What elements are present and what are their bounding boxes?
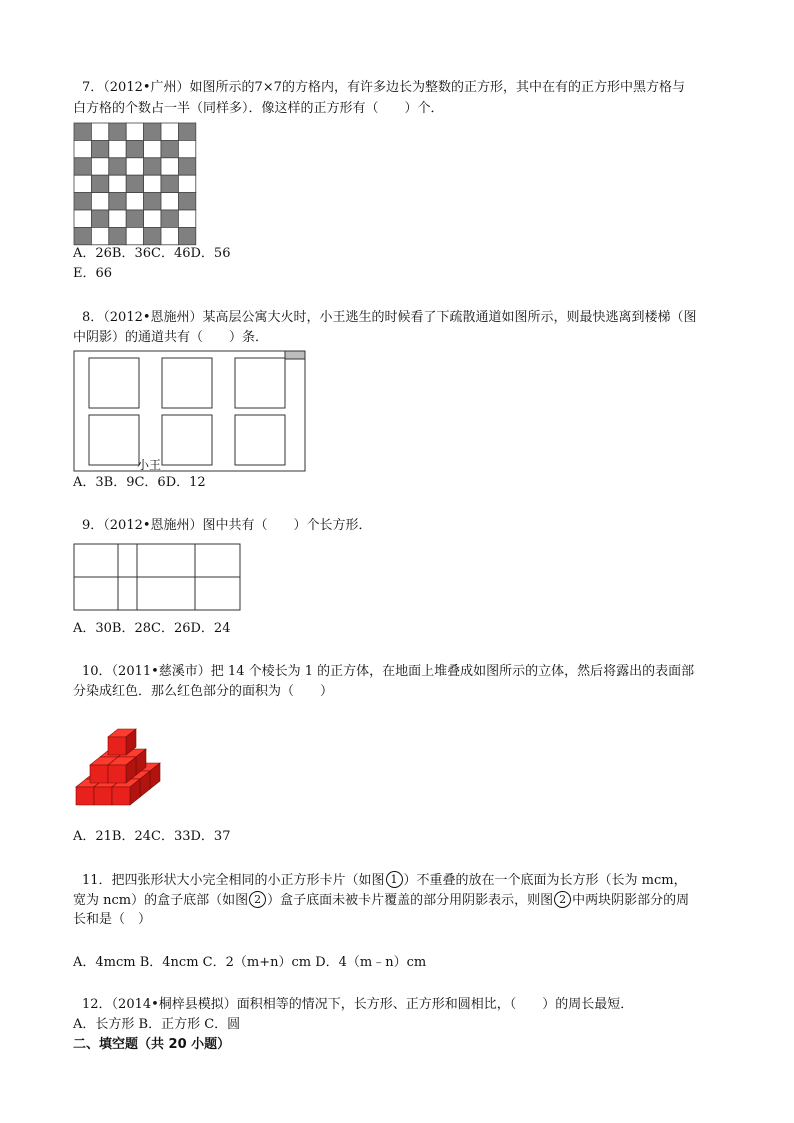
q7-grid-cell [126,175,143,192]
q7-grid-cell [109,158,126,175]
q7-grid-cell [161,227,178,244]
q7-options: A．26B．36C．46D．56 [73,246,231,261]
q11-circled-number: 2 [249,891,266,908]
q7-text-line1: 7．（2012•广州）如图所示的7×7的方格内，有许多边长为整数的正方形，其中在有的正方形中黑方格与 [82,80,685,95]
q10-options: A．21B．24C．33D．37 [73,829,231,844]
q7-grid-cell [91,158,108,175]
q10-text-line2: 分染成红色．那么红色部分的面积为（ ） [73,684,334,699]
q7-grid-cell [109,140,126,157]
q7-grid-cell [74,123,91,140]
q7-grid-cell [109,193,126,210]
q9-text: 9．（2012•恩施州）图中共有（ ）个长方形． [82,518,372,533]
q7-grid-cell [74,227,91,244]
q7-grid-cell [161,193,178,210]
q11-line2-part-a: 宽为 ncm）的盒子底部（如图 [73,893,249,908]
q12-options: A．长方形 B．正方形 C．圆 [73,1017,241,1032]
q8-room [162,415,212,465]
q7-grid-cell [144,193,161,210]
q8-text-line1: 8．（2012•恩施州）某高层公寓大火时，小王逃生的时候看了下疏散通道如图所示，则最快逃离到楼梯（图 [82,310,697,325]
q7-grid-cell [109,123,126,140]
q8-room [162,358,212,408]
q7-grid-cell [126,140,143,157]
q11-line2-part-b: ）盒子底面未被卡片覆盖的部分用阴影表示，则图 [267,893,554,908]
q8-person-label: 小王 [137,458,162,472]
q7-grid-cell [91,123,108,140]
q7-grid-cell [161,175,178,192]
q7-grid-cell [144,140,161,157]
q7-grid-cell [109,210,126,227]
q7-grid-cell [109,227,126,244]
q9-options: A．30B．28C．26D．24 [73,621,231,636]
q7-grid-cell [178,175,195,192]
q11-line1-part-a: 11．把四张形状大小完全相同的小正方形卡片（如图 [82,873,385,888]
q11-options: A．4mcm B．4ncm C．2（m+n）cm D．4（m﹣n）cm [73,955,427,970]
q7-grid-cell [178,140,195,157]
q11-text-line3: 长和是（ ） [73,912,152,927]
q8-text-line2: 中阴影）的通道共有（ ）条． [73,330,269,345]
q7-grid-cell [91,227,108,244]
q7-grid-cell [126,227,143,244]
q7-grid-cell [144,210,161,227]
q7-grid-cell [178,123,195,140]
q8-options: A．3B．9C．6D．12 [73,475,206,490]
q8-room [89,358,139,408]
q7-grid-cell [74,140,91,157]
q7-grid-cell [178,227,195,244]
q8-stairs-shaded [285,351,305,359]
q7-grid-cell [109,175,126,192]
q7-grid-cell [178,193,195,210]
q7-grid-cell [74,175,91,192]
q7-grid-cell [178,210,195,227]
q7-text-line2: 白方格的个数占一半（同样多）．像这样的正方形有（ ）个． [73,101,444,116]
q7-grid-cell [91,175,108,192]
q7-grid-cell [74,158,91,175]
q8-room [235,358,285,408]
q11-text-line2 [73,891,689,910]
q7-grid-cell [144,123,161,140]
q8-room [235,415,285,465]
q12-text: 12．（2014•桐梓县模拟）面积相等的情况下，长方形、正方形和圆相比，（ ）的周长最短． [82,997,634,1012]
section-heading: 二、填空题（共 20 小题） [73,1037,231,1052]
q11-line2-part-c: 中两块阴影部分的周 [572,893,690,908]
q7-grid-cell [144,227,161,244]
q7-grid-cell [161,123,178,140]
q7-grid-cell [126,123,143,140]
q7-grid-cell [74,210,91,227]
q7-grid-cell [161,210,178,227]
q7-grid-cell [91,210,108,227]
q7-grid-cell [126,210,143,227]
q7-options-e: E．66 [73,266,113,281]
q8-room [89,415,139,465]
q11-circled-number: 2 [554,891,571,908]
q10-red-cube-stack-figure [72,705,190,823]
q7-grid-cell [144,175,161,192]
q7-grid-cell [74,193,91,210]
q11-line1-part-b: ）不重叠的放在一个底面为长方形（长为 mcm， [403,873,687,888]
q7-grid-cell [144,158,161,175]
q7-grid-cell [161,158,178,175]
q7-grid-cell [126,193,143,210]
q11-circled-number: 1 [386,871,403,888]
q9-rectangle-figure [73,543,243,613]
q7-grid-cell [91,193,108,210]
q7-grid-cell [161,140,178,157]
q11-text-line1 [82,871,687,890]
q7-grid-cell [91,140,108,157]
q10-text-line1: 10．（2011•慈溪市）把 14 个棱长为 1 的正方体，在地面上堆叠成如图所示的立体，然后将露出的表面部 [82,664,695,679]
q7-grid-cell [126,158,143,175]
q8-evacuation-figure [73,349,307,473]
q7-grid-cell [178,158,195,175]
q7-checkerboard-figure [73,122,197,246]
